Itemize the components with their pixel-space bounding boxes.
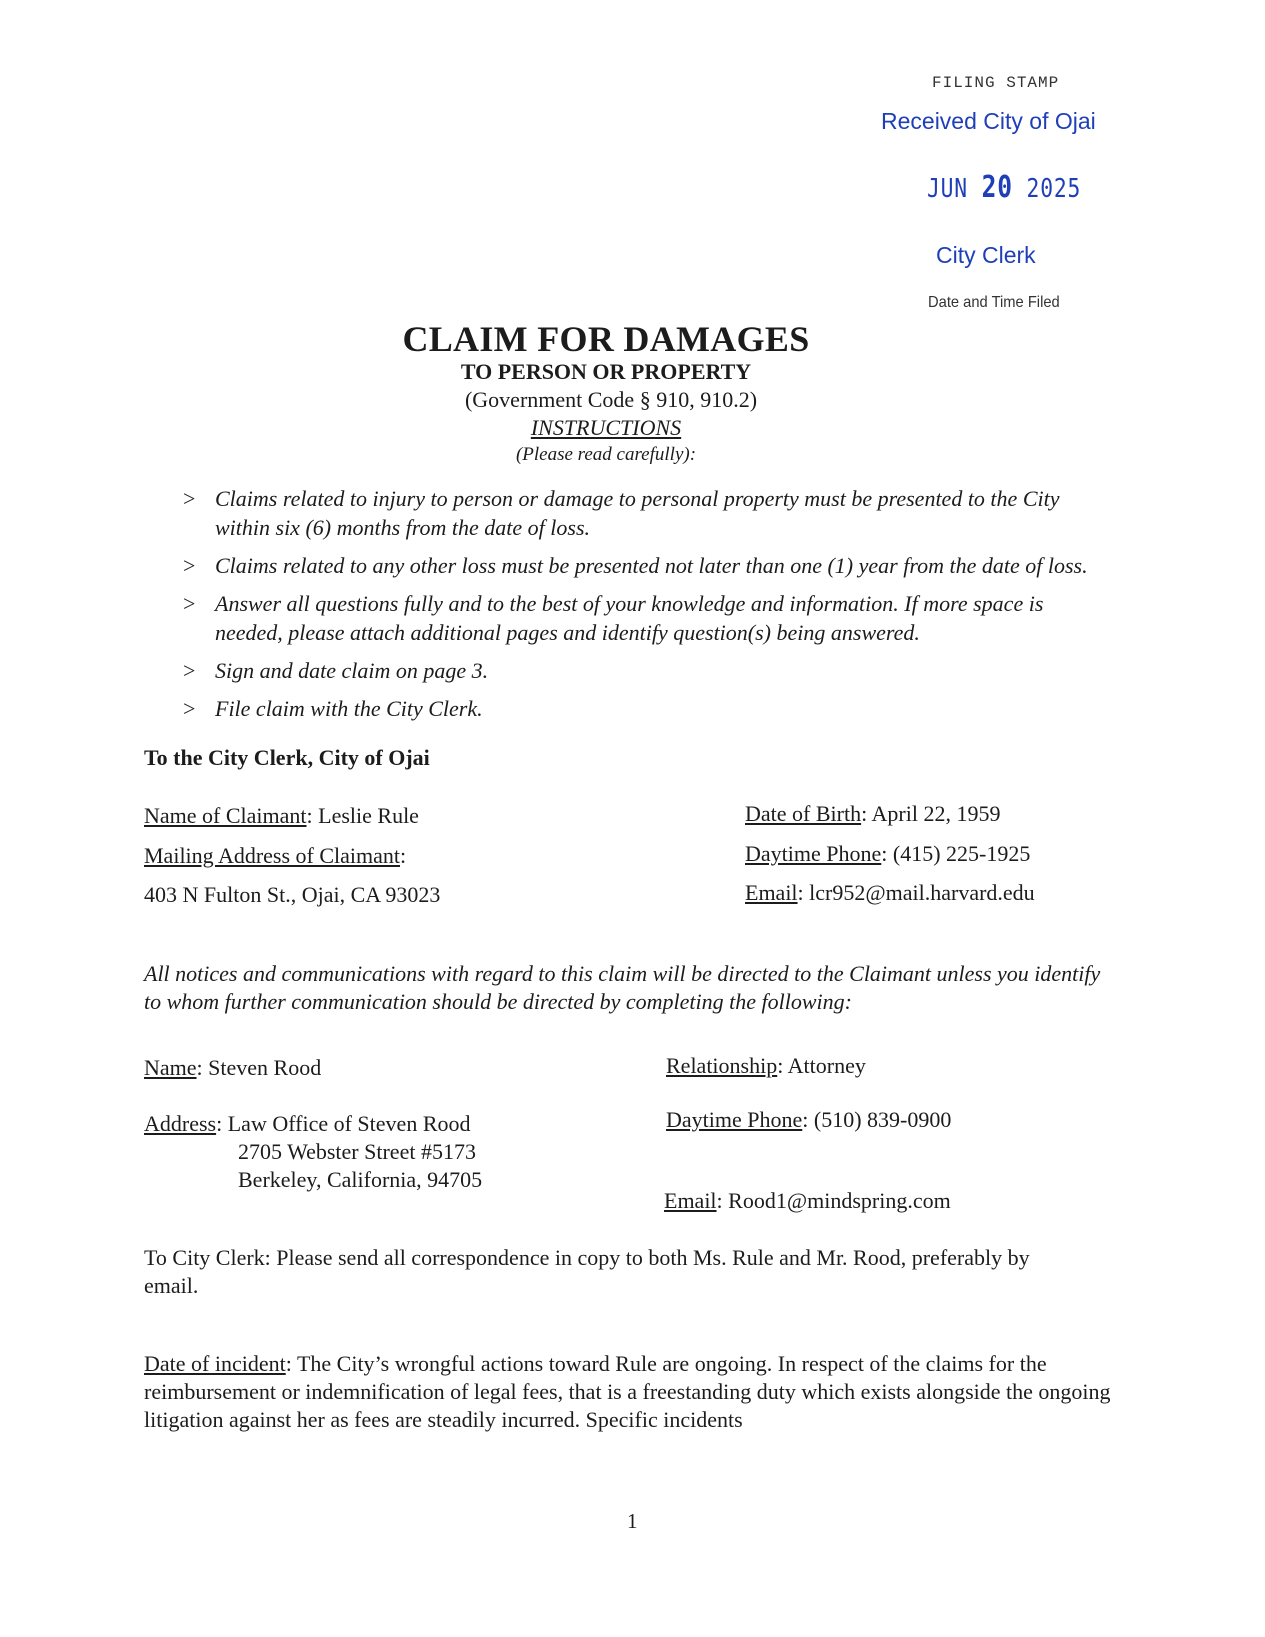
rep-relationship: Attorney [787,1053,866,1078]
filing-stamp-heading: FILING STAMP [932,74,1060,92]
rep-phone-row: Daytime Phone: (510) 839-0900 [666,1107,952,1132]
bullet-marker: > [183,658,196,683]
instruction-text: File claim with the City Clerk. [215,696,483,721]
stamp-date-day: 20 [981,170,1013,205]
rep-phone-label: Daytime Phone [666,1107,803,1132]
rep-relationship-label: Relationship [666,1053,778,1078]
notice-paragraph: All notices and communications with regard to this claim will be directed to the Claimant unless you identify to whom further communication should be directed by completing the following: [144,961,1101,1014]
bullet-marker: > [183,553,196,578]
incident-label: Date of incident [144,1351,286,1376]
bullet-marker: > [183,486,196,511]
rep-email: Rood1@mindspring.com [728,1188,951,1213]
claimant-name-row: Name of Claimant: Leslie Rule [144,803,419,828]
instruction-text: Sign and date claim on page 3. [215,658,489,683]
instructions-list [183,484,1103,732]
rep-address-line1: Law Office of Steven Rood [227,1111,471,1136]
incident-text: The City’s wrongful actions toward Rule are ongoing. In respect of the claims for the reimbursement or indemnification of legal fees, that is a freestanding duty which exists alongside the ongoing litigation against her as fees are steadily incurred. Specific incidents [144,1351,1111,1432]
claimant-dob-label: Date of Birth [745,801,862,826]
incident-paragraph: Date of incident: The City’s wrongful actions toward Rule are ongoing. In respect of the claims for the reimbursement or indemnification of legal fees, that is a freestanding duty which exists alongside the ongoing litigation against her as fees are steadily incurred. Specific incidents [144,1351,1111,1432]
document-title: CLAIM FOR DAMAGES [402,319,810,359]
stamp-footer: Date and Time Filed [928,294,1060,311]
rep-name-label: Name [144,1055,197,1080]
claimant-address-label: Mailing Address of Claimant [144,843,401,868]
stamp-date-month: JUN [927,174,968,204]
rep-address-line2: 2705 Webster Street #5173 [238,1139,476,1164]
rep-phone: (510) 839-0900 [813,1107,952,1132]
claimant-email-row: Email: lcr952@mail.harvard.edu [745,880,1035,905]
rep-address-block: Address: Law Office of Steven Rood 2705 Webster Street #5173 Berkeley, California, 94705 [144,1111,483,1192]
claimant-email-label: Email [745,880,798,905]
stamp-date-year: 2025 [1026,174,1082,204]
document-subtitle: TO PERSON OR PROPERTY [460,359,752,384]
claimant-dob: April 22, 1959 [871,801,1001,826]
instructions-heading: INSTRUCTIONS [530,415,682,440]
government-code: (Government Code § 910, 910.2) [464,387,758,412]
claimant-name-label: Name of Claimant [144,803,307,828]
instruction-text: Answer all questions fully and to the best of your knowledge and information. If more space is needed, please attach additional pages and identify question(s) being answered. [215,591,1044,645]
claimant-email: lcr952@mail.harvard.edu [809,880,1035,905]
rep-address-line3: Berkeley, California, 94705 [238,1167,483,1192]
bullet-marker: > [183,696,196,721]
stamp-city-clerk: City Clerk [936,242,1036,268]
stamp-date [927,170,1081,205]
page-number: 1 [627,1509,638,1533]
rep-name: Steven Rood [208,1055,322,1080]
rep-email-row: Email: Rood1@mindspring.com [664,1188,951,1213]
addressee: To the City Clerk, City of Ojai [144,745,430,770]
instruction-text: Claims related to any other loss must be presented not later than one (1) year from the date of loss. [215,553,1088,578]
rep-email-label: Email [664,1188,717,1213]
list-item [183,484,1103,542]
clerk-note: To City Clerk: Please send all correspondence in copy to both Ms. Rule and Mr. Rood, preferably by email. [144,1245,1030,1298]
rep-address-label: Address [144,1111,217,1136]
list-item [183,589,1103,647]
list-item [183,656,1103,685]
list-item [183,694,1103,723]
claimant-address-row: Mailing Address of Claimant: [144,843,407,868]
instruction-text: Claims related to injury to person or damage to personal property must be presented to the City within six (6) months from the date of loss. [215,486,1060,540]
claimant-name: Leslie Rule [318,803,419,828]
claimant-phone-row: Daytime Phone: (415) 225-1925 [745,841,1031,866]
claimant-phone-label: Daytime Phone [745,841,882,866]
rep-name-row: Name: Steven Rood [144,1055,322,1080]
list-item [183,551,1103,580]
rep-relationship-row: Relationship: Attorney [666,1053,866,1078]
instructions-note: (Please read carefully): [515,444,697,465]
stamp-received: Received City of Ojai [881,108,1096,134]
claimant-address: 403 N Fulton St., Ojai, CA 93023 [144,882,441,907]
bullet-marker: > [183,591,196,616]
claimant-dob-row: Date of Birth: April 22, 1959 [745,801,1001,826]
claimant-phone: (415) 225-1925 [892,841,1031,866]
